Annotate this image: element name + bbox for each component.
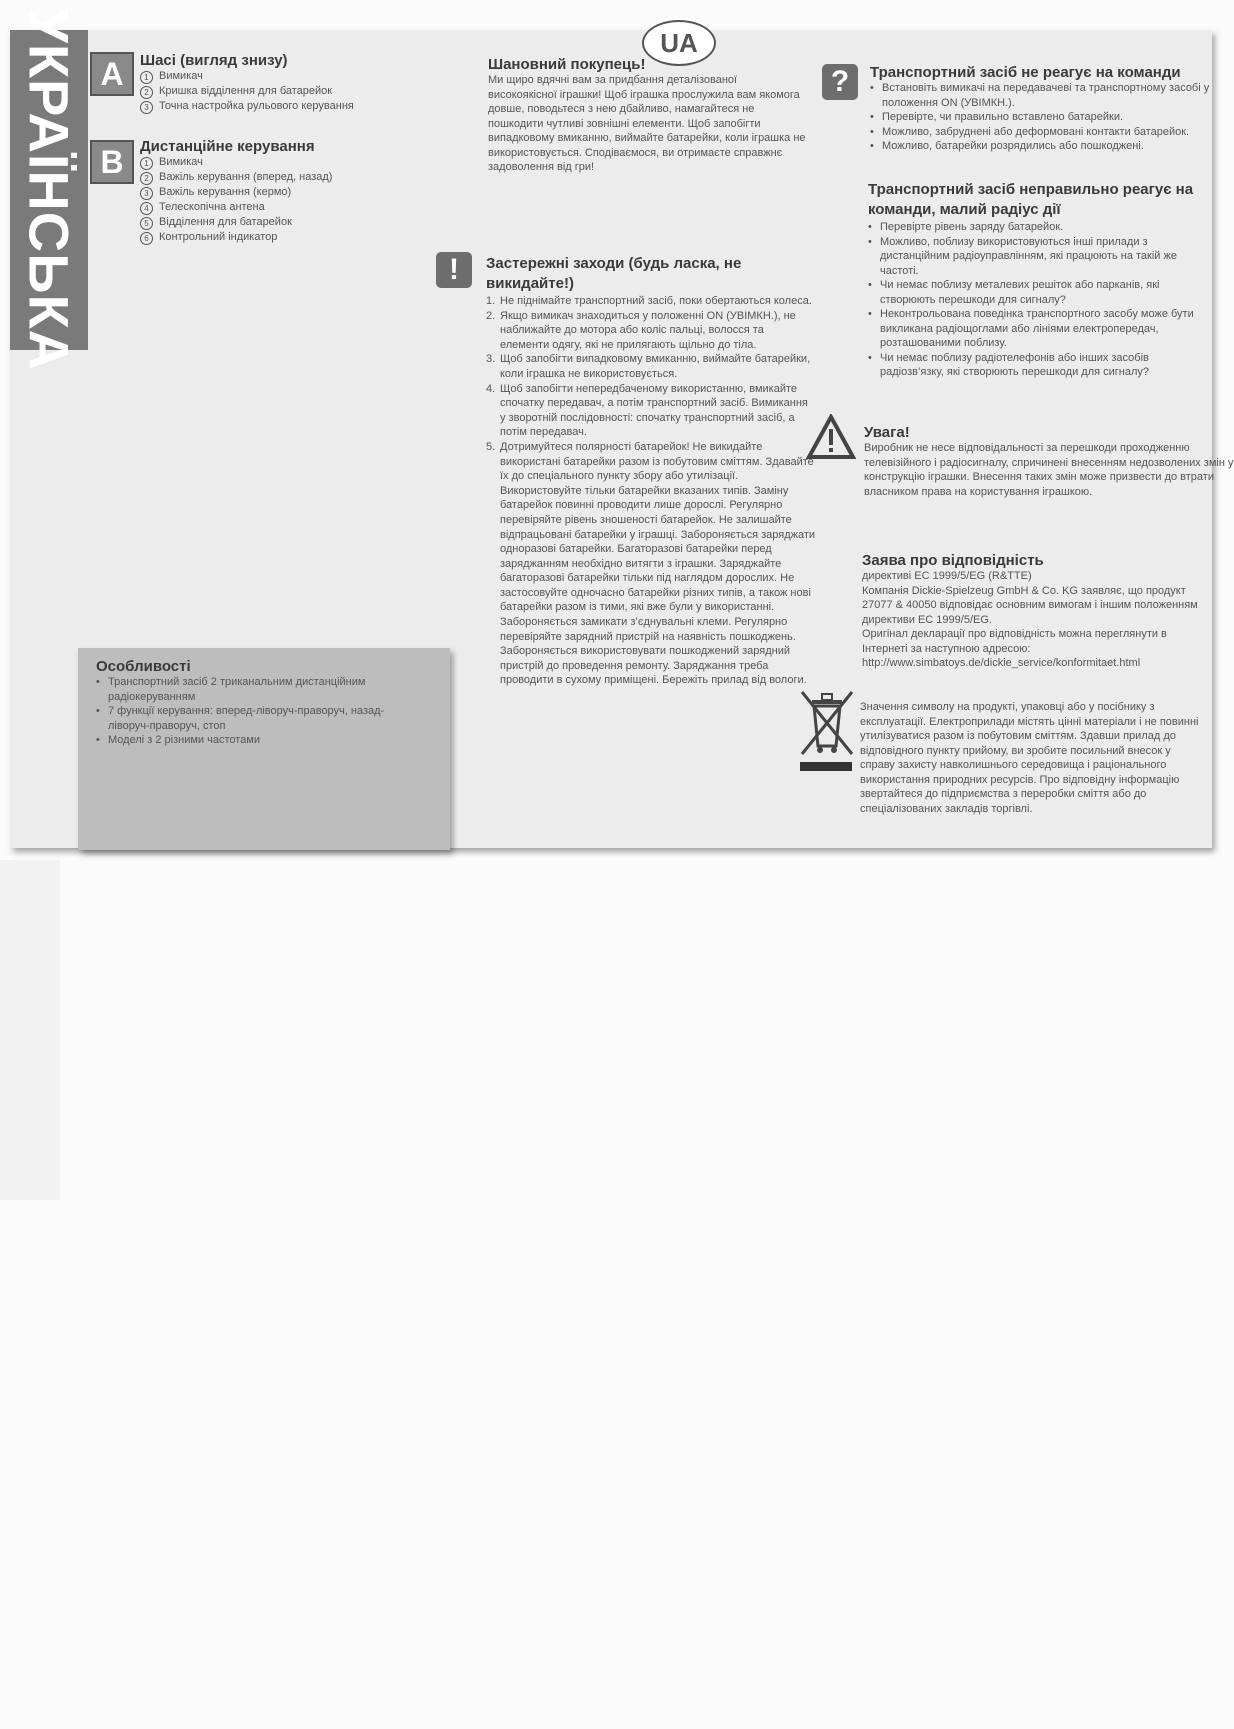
precautions-list xyxy=(486,294,816,688)
list-item: 5. Дотримуйтеся полярності батарейок! Не викидайте використані батарейки разом із побутовим сміттям. Здавайте їх до спеціального пункту збору або утилізації. Використовуйте тільки батарейки вказаних типів. Заміну батарейок повинні проводити лише дорослі. Регулярно перевіряйте рівень зношеності батарейок. Не залишайте відпрацьовані батарейки у іграшці. Забороняється заряджати одноразові батарейки. Багаторазові батарейки перед заряджанням необхідно витягти з іграшки. Заряджайте багаторазові батарейки тільки під наглядом дорослих. Не застосовуйте одночасно батарейки різних типів, а також нові батарейки разом із тими, які вже були у використанні. Забороняється замикати з’єднувальні клеми. Регулярно перевіряйте зарядний пристрій на наявність пошкоджень. Забороняється використовувати пошкоджений зарядний пристрій до проведення ремонту. Заряджання треба проводити в сухому приміщені. Бережіть прилад від вологи. xyxy=(486,440,816,687)
list-item: 2 Кришка відділення для батарейок xyxy=(140,84,440,99)
features-list xyxy=(96,675,396,748)
list-item: • Моделі з 2 різними частотами xyxy=(96,734,260,746)
greeting-body: Ми щиро вдячні вам за придбання деталізованої високоякісної іграшки! Щоб іграшка прослужила вам якомога довше, поводьтеся з нею дбайливо, намагайтеся не пошкодити чутливі зовнішні елементи. Щоб запобігти випадковому вмиканню, виймайте батарейки, коли іграшка не використовується. Сподіваємося, ви отримаєте справжнє задоволення від гри! xyxy=(488,74,806,173)
language-title: УКРАЇНСЬКА xyxy=(17,8,81,372)
list-item: • Можливо, батарейки розрядились або пошкоджені. xyxy=(870,140,1144,152)
language-badge: UA xyxy=(642,20,716,66)
section-b-title: Дистанційне керування xyxy=(140,138,315,155)
question-icon: ? xyxy=(822,64,858,100)
language-side-band xyxy=(10,8,88,372)
list-item: • Чи немає поблизу радіотелефонів або інших засобів радіозв’язку, які створюють перешкоди для сигналу? xyxy=(868,351,1150,378)
section-b-marker: B xyxy=(90,140,134,184)
greeting-section xyxy=(488,56,808,175)
list-item: • 7 функції керування: вперед-ліворуч-праворуч, назад-ліворуч-праворуч, стоп xyxy=(96,705,385,732)
weee-body: Значення символу на продукті, упаковці або у посібнику з експлуатації. Електроприлади містять цінні матеріали і не повинні утилізуватися разом із побутовим сміттям. Здавши прилад до відповідного пункту прийому, ви зробите посильний внесок у справу захисту навколишнього середовища і раціонального використання природних ресурсів. Про відповідну інформацію звертайтеся до підприємства з переробки сміття або до спеціалізованих закладів торгівлі. xyxy=(860,701,1199,815)
list-item: 2 Важіль керування (вперед, назад) xyxy=(140,170,440,185)
list-item: 3 Важіль керування (кермо) xyxy=(140,185,440,200)
section-a xyxy=(140,52,440,114)
precautions-section xyxy=(486,254,816,688)
section-a-marker: A xyxy=(90,52,134,96)
conformity-url: http://www.simbatoys.de/dickie_service/konformitaet.html xyxy=(862,657,1141,669)
bleed-through-band xyxy=(0,860,60,1200)
list-item: • Перевірте рівень заряду батарейок. xyxy=(868,221,1064,233)
no-response-list xyxy=(870,81,1215,154)
list-item: • Встановіть вимикачі на передавачеві та транспортному засобі у положення ON (УВІМКН.). xyxy=(870,82,1210,109)
greeting-title: Шановний покупець! xyxy=(488,56,646,73)
warning-section xyxy=(864,424,1234,499)
section-b xyxy=(140,138,440,245)
list-item: 2. Якщо вимикач знаходиться у положенні ON (УВІМКН.), не наближайте до мотора або коліс пальці, волосся та елементи одягу, які не прилягають щільно до тіла. xyxy=(486,309,796,351)
list-item: • Можливо, забруднені або деформовані контакти батарейок. xyxy=(870,125,1190,138)
list-item: 3 Точна настройка рульового керування xyxy=(140,99,440,114)
list-item: • Неконтрольована поведінка транспортного засобу може бути викликана радіощоглами або лініями електропередач, розташованими поблизу. xyxy=(868,308,1194,349)
list-item: • Транспортний засіб 2 триканальним дистанційним радіокеруванням xyxy=(96,676,366,703)
conformity-title: Заява про відповідність xyxy=(862,552,1044,569)
warning-title: Увага! xyxy=(864,424,910,441)
list-item: 3. Щоб запобігти випадковому вмиканню, виймайте батарейки, коли іграшка не використовується. xyxy=(486,353,811,380)
list-item: 6 Контрольний індикатор xyxy=(140,230,440,245)
section-a-title: Шасі (вигляд знизу) xyxy=(140,52,288,69)
list-item: 4 Телескопічна антена xyxy=(140,200,440,215)
warning-triangle-icon xyxy=(806,414,856,460)
wrong-response-title: Транспортний засіб неправильно реагує на команди, малий радіус дії xyxy=(868,181,1194,218)
list-item: 1. Не піднімайте транспортний засіб, поки обертаються колеса. xyxy=(486,295,812,307)
list-item: • Чи немає поблизу металевих решіток або парканів, які створюють перешкоди для сигналу? xyxy=(868,279,1160,306)
list-item: • Перевірте, чи правильно вставлено батарейки. xyxy=(870,111,1124,123)
list-item: 4. Щоб запобігти непередбаченому використанню, вмикайте спочатку передавач, а потім транспортний засіб. Вимикання у зворотній послідовності: спочатку транспортний засіб, а потім передавач. xyxy=(486,382,808,439)
conformity-line: Компанія Dickie-Spielzeug GmbH & Co. KG заявляє, що продукт 27077 & 40050 відповідає основним вимогам і іншим положенням директиви ЕС 1999/5/EG. xyxy=(862,584,1198,626)
warning-body: Виробник не несе відповідальності за перешкоди проходженню телевізійного і радіосигналу, спричинені внесенням недозволених змін у конструкцію іграшки. Внесення таких змін може призвести до втрати власником права на користування іграшкою. xyxy=(864,442,1234,498)
list-item: 1 Вимикач xyxy=(140,155,440,170)
wrong-response-list xyxy=(868,220,1208,380)
section-b-list xyxy=(140,155,440,245)
features-box xyxy=(78,648,450,850)
weee-section xyxy=(860,700,1200,816)
exclamation-icon: ! xyxy=(436,252,472,288)
precautions-title: Застережні заходи (будь ласка, не викидайте!) xyxy=(486,255,742,292)
no-response-title: Транспортний засіб не реагує на команди xyxy=(870,64,1181,81)
features-title: Особливості xyxy=(96,658,191,675)
no-response-section xyxy=(870,64,1215,154)
conformity-section xyxy=(862,552,1202,671)
conformity-line: директиві ЕС 1999/5/EG (R&TTE) xyxy=(862,570,1032,582)
list-item: 1 Вимикач xyxy=(140,69,440,84)
wrong-response-section xyxy=(868,180,1208,380)
list-item: • Можливо, поблизу використовуються інші прилади з дистанційним радіоуправлінням, які працюють на такій же частоті. xyxy=(868,235,1177,277)
conformity-line: Оригінал декларації про відповідність можна переглянути в Інтернеті за наступною адресою: xyxy=(862,628,1167,655)
section-a-list xyxy=(140,69,440,114)
list-item: 5 Відділення для батарейок xyxy=(140,215,440,230)
crossed-bin-icon xyxy=(798,688,856,774)
